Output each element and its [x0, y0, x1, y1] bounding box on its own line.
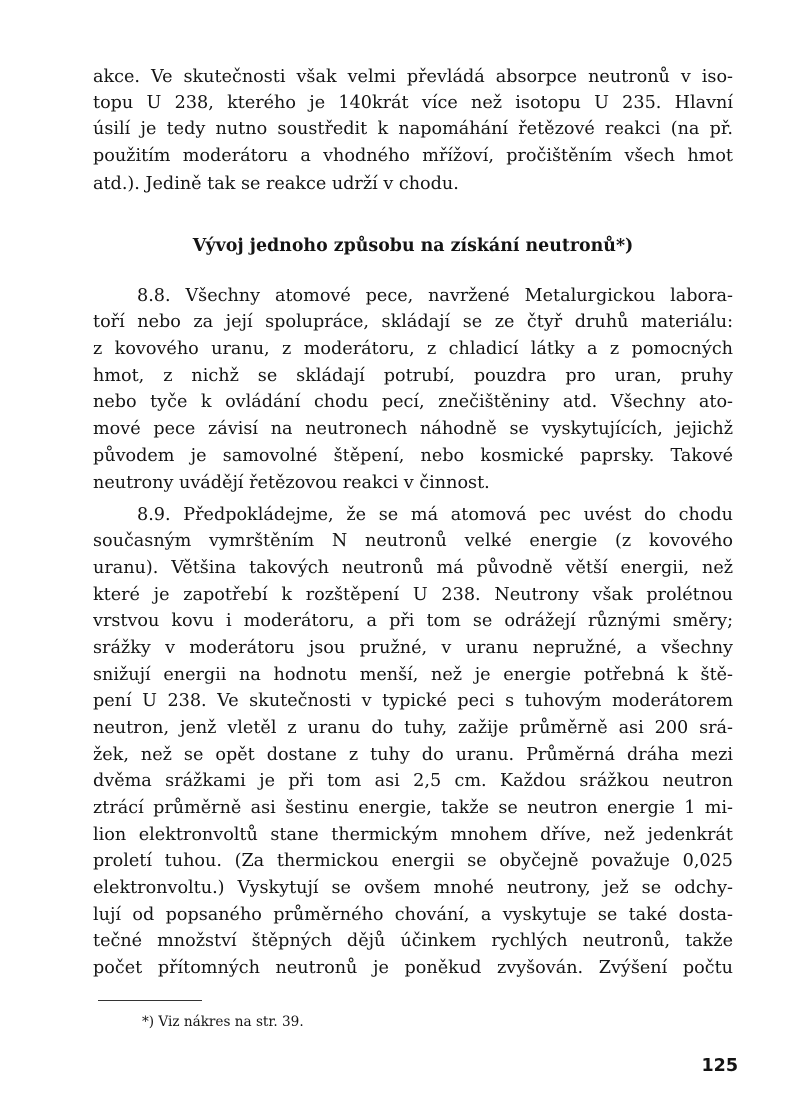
text-line: toří nebo za její spolupráce, skládají se ze čtyř druhů materiálu: [93, 312, 733, 332]
text-line: akce. Ve skutečnosti však velmi převládá absorpce neutronů v iso- [93, 67, 733, 87]
text-line: mové pece závisí na neutronech náhodně se vyskytujících, jejichž [93, 419, 733, 439]
text-line: topu U 238, kterého je 140krát více než isotopu U 235. Hlavní [93, 93, 733, 113]
text-line: pení U 238. Ve skutečnosti v typické peci s tuhovým moderátorem [93, 691, 733, 711]
text-line: neutron, jenž vletěl z uranu do tuhy, zažije průměrně asi 200 srá- [93, 718, 733, 738]
section-heading: Vývoj jednoho způsobu na získání neutronů*) [192, 236, 634, 256]
text-line: počet přítomných neutronů je poněkud zvyšován. Zvýšení počtu [93, 958, 733, 978]
text-line: hmot, z nichž se skládají potrubí, pouzdra pro uran, pruhy [93, 366, 733, 386]
text-line: atd.). Jedině tak se reakce udrží v chodu. [93, 174, 459, 194]
text-line: proletí tuhou. (Za thermickou energii se obyčejně považuje 0,025 [93, 851, 733, 871]
text-line: ztrácí průměrně asi šestinu energie, takže se neutron energie 1 mi- [93, 798, 733, 818]
text-line: původem je samovolné štěpení, nebo kosmické paprsky. Takové [93, 446, 733, 466]
text-line: tečné množství štěpných dějů účinkem rychlých neutronů, takže [93, 931, 733, 951]
text-line: srážky v moderátoru jsou pružné, v uranu nepružné, a všechny [93, 638, 733, 658]
text-line: snižují energii na hodnotu menší, než je energie potřebná k ště- [93, 665, 733, 685]
text-line: uranu). Většina takových neutronů má původně větší energii, než [93, 558, 733, 578]
page-number: 125 [701, 1056, 738, 1076]
footnote-divider [98, 1000, 202, 1001]
text-line: elektronvoltu.) Vyskytují se ovšem mnohé neutrony, jež se odchy- [93, 878, 733, 898]
text-line: lion elektronvoltů stane thermickým mnohem dříve, než jedenkrát [93, 825, 733, 845]
footnote: *) Viz nákres na str. 39. [142, 1014, 304, 1030]
text-line: vrstvou kovu i moderátoru, a při tom se odrážejí různými směry; [93, 611, 733, 631]
text-line: které je zapotřebí k rozštěpení U 238. Neutrony však prolétnou [93, 585, 733, 605]
text-line: současným vymrštěním N neutronů velké energie (z kovového [93, 531, 733, 551]
text-line: lují od popsaného průměrného chování, a vyskytuje se také dosta- [93, 905, 733, 925]
text-line: použitím moderátoru a vhodného mřížoví, pročištěním všech hmot [93, 146, 733, 166]
text-line: žek, než se opět dostane z tuhy do uranu. Průměrná dráha mezi [93, 745, 733, 765]
text-line: z kovového uranu, z moderátoru, z chladicí látky a z pomocných [93, 339, 733, 359]
text-line: nebo tyče k ovládání chodu pecí, znečištěniny atd. Všechny ato- [93, 392, 733, 412]
text-line: 8.8. Všechny atomové pece, navržené Metalurgickou labora- [137, 286, 733, 306]
text-line: dvěma srážkami je při tom asi 2,5 cm. Každou srážkou neutron [93, 771, 733, 791]
text-line: úsilí je tedy nutno soustředit k napomáhání řetězové reakci (na př. [93, 119, 733, 139]
text-line: neutrony uvádějí řetězovou reakci v činnost. [93, 473, 490, 493]
text-line: 8.9. Předpokládejme, že se má atomová pec uvést do chodu [137, 505, 733, 525]
